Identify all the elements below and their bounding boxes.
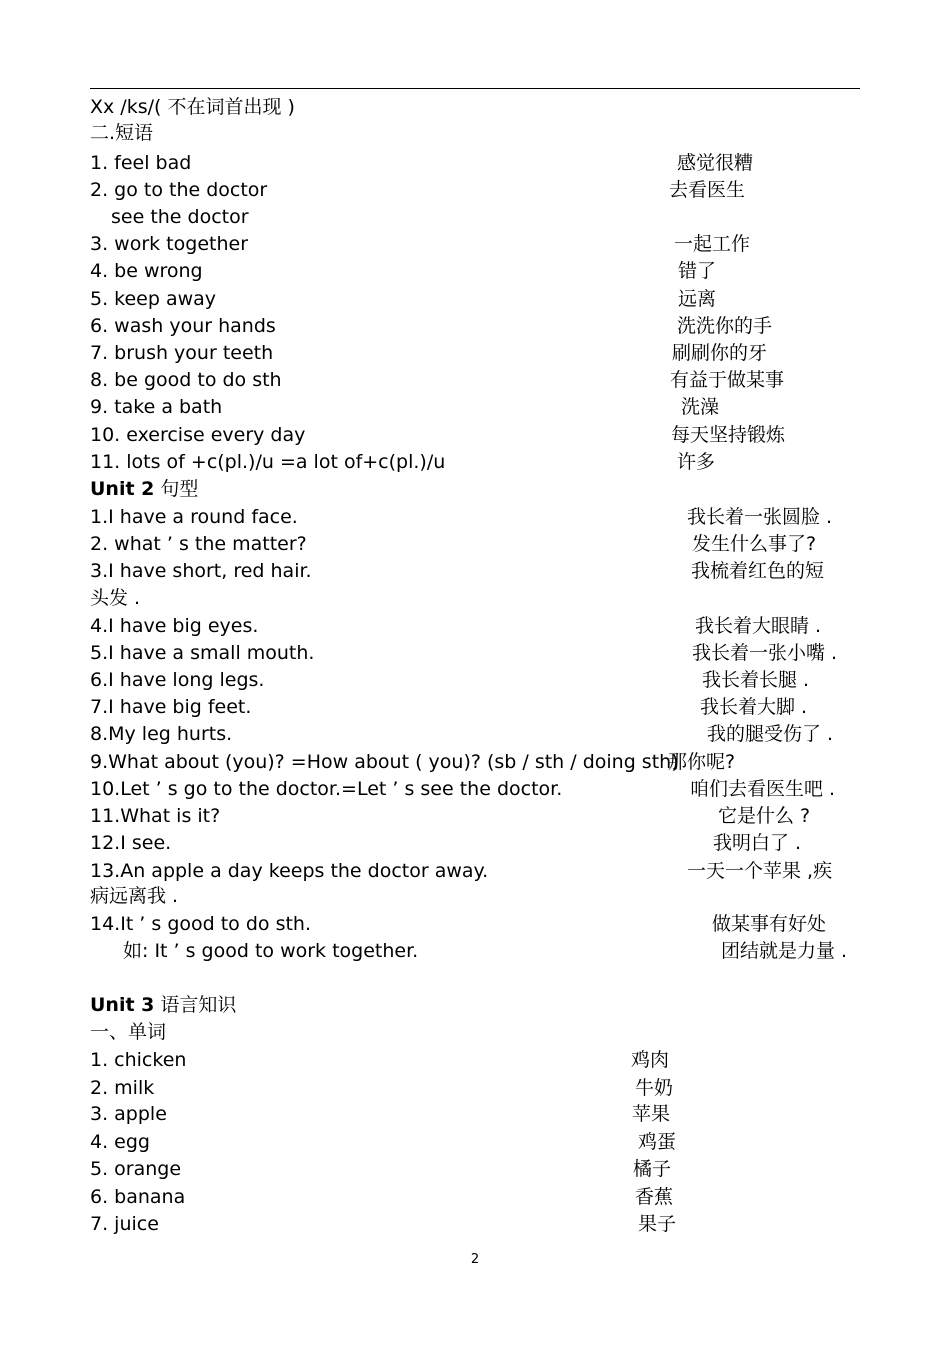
sentence-en: 11.What is it? xyxy=(90,805,221,827)
sentence-en: 14.It ’ s good to do sth. xyxy=(90,913,312,935)
unit2-label: Unit 2 xyxy=(90,478,155,500)
phrase-en: 8. be good to do sth xyxy=(90,369,282,391)
sentence-en: 头发 . xyxy=(90,587,141,609)
sentence-cn: 发生什么事了? xyxy=(692,533,817,555)
phrase-cn: 感觉很糟 xyxy=(677,152,754,174)
sentence-cn: 它是什么 ? xyxy=(718,805,811,827)
word-en: 3. apple xyxy=(90,1103,167,1125)
word-cn: 果子 xyxy=(638,1213,677,1235)
word-en: 7. juice xyxy=(90,1213,159,1235)
phrase-en: 1. feel bad xyxy=(90,152,192,174)
word-cn: 橘子 xyxy=(633,1158,672,1180)
sentence-cn: 我长着长腿 . xyxy=(702,669,810,691)
phrase-cn: 刷刷你的牙 xyxy=(672,342,768,364)
sentence-en: 如: It ’ s good to work together. xyxy=(123,940,419,962)
word-en: 2. milk xyxy=(90,1077,155,1099)
sentence-en: 7.I have big feet. xyxy=(90,696,252,718)
unit3-title: 语言知识 xyxy=(154,994,237,1016)
phrase-cn: 许多 xyxy=(677,451,716,473)
phrase-en: 2. go to the doctor xyxy=(90,179,268,201)
sentence-cn: 我长着大脚 . xyxy=(700,696,808,718)
sentence-en: 9.What about (you)? =How about ( you)? (sb / sth / doing sth) xyxy=(90,751,679,773)
word-cn: 苹果 xyxy=(632,1103,671,1125)
sentence-cn: 我长着一张圆脸 . xyxy=(687,506,833,528)
phrase-cn: 错了 xyxy=(678,260,717,282)
sentence-cn: 咱们去看医生吧 . xyxy=(690,778,836,800)
sentence-en: 5.I have a small mouth. xyxy=(90,642,315,664)
sentence-en: 1.I have a round face. xyxy=(90,506,298,528)
header-line: Xx /ks/( 不在词首出现 ) xyxy=(90,96,295,118)
unit2-title: 句型 xyxy=(154,478,199,500)
unit3-label: Unit 3 xyxy=(90,994,155,1016)
sentence-en: 8.My leg hurts. xyxy=(90,723,233,745)
sentence-cn: 我长着大眼睛 . xyxy=(695,615,822,637)
sentence-en: 6.I have long legs. xyxy=(90,669,265,691)
sentence-en: 2. what ’ s the matter? xyxy=(90,533,307,555)
sentence-cn: 我的腿受伤了 . xyxy=(707,723,834,745)
page-number: 2 xyxy=(470,1252,480,1267)
phrase-cn: 洗洗你的手 xyxy=(677,315,773,337)
sentence-en: 12.I see. xyxy=(90,832,172,854)
word-cn: 牛奶 xyxy=(635,1077,674,1099)
sentence-en: 10.Let ’ s go to the doctor.=Let ’ s see the doctor. xyxy=(90,778,563,800)
word-en: 5. orange xyxy=(90,1158,182,1180)
phrase-cn: 有益于做某事 xyxy=(670,369,785,391)
phrase-cn: 一起工作 xyxy=(674,233,751,255)
unit3-heading xyxy=(90,993,236,1017)
phrase-en: see the doctor xyxy=(111,206,249,228)
word-cn: 香蕉 xyxy=(635,1186,674,1208)
unit2-heading xyxy=(90,477,198,501)
sentence-cn: 做某事有好处 xyxy=(712,913,827,935)
phrase-en: 11. lots of +c(pl.)/u =a lot of+c(pl.)/u xyxy=(90,451,446,473)
sentence-cn: 我长着一张小嘴 . xyxy=(692,642,838,664)
phrase-cn: 去看医生 xyxy=(669,179,746,201)
phrase-cn: 远离 xyxy=(678,288,717,310)
phrase-en: 9. take a bath xyxy=(90,396,223,418)
phrase-en: 6. wash your hands xyxy=(90,315,276,337)
phrase-en: 7. brush your teeth xyxy=(90,342,274,364)
sentence-en: 3.I have short, red hair. xyxy=(90,560,312,582)
sentence-cn: 团结就是力量 . xyxy=(721,940,848,962)
word-en: 4. egg xyxy=(90,1131,150,1153)
word-en: 6. banana xyxy=(90,1186,186,1208)
sentence-en: 13.An apple a day keeps the doctor away. xyxy=(90,860,489,882)
phrase-en: 4. be wrong xyxy=(90,260,203,282)
sentence-en: 病远离我 . xyxy=(90,885,179,907)
phrase-en: 3. work together xyxy=(90,233,249,255)
word-en: 1. chicken xyxy=(90,1049,187,1071)
sentence-cn: 我梳着红色的短 xyxy=(691,560,825,582)
phrase-en: 5. keep away xyxy=(90,288,217,310)
sentence-en: 4.I have big eyes. xyxy=(90,615,259,637)
phrases-heading: 二.短语 xyxy=(90,122,154,144)
sentence-cn: 那你呢? xyxy=(668,751,736,773)
phrase-en: 10. exercise every day xyxy=(90,424,306,446)
phrase-cn: 洗澡 xyxy=(681,396,720,418)
words-heading: 一、单词 xyxy=(90,1021,167,1043)
word-cn: 鸡肉 xyxy=(631,1049,670,1071)
word-cn: 鸡蛋 xyxy=(638,1131,677,1153)
sentence-cn: 一天一个苹果 ,疾 xyxy=(687,860,833,882)
phrase-cn: 每天坚持锻炼 xyxy=(671,424,786,446)
sentence-cn: 我明白了 . xyxy=(713,832,802,854)
header-rule xyxy=(90,88,860,89)
